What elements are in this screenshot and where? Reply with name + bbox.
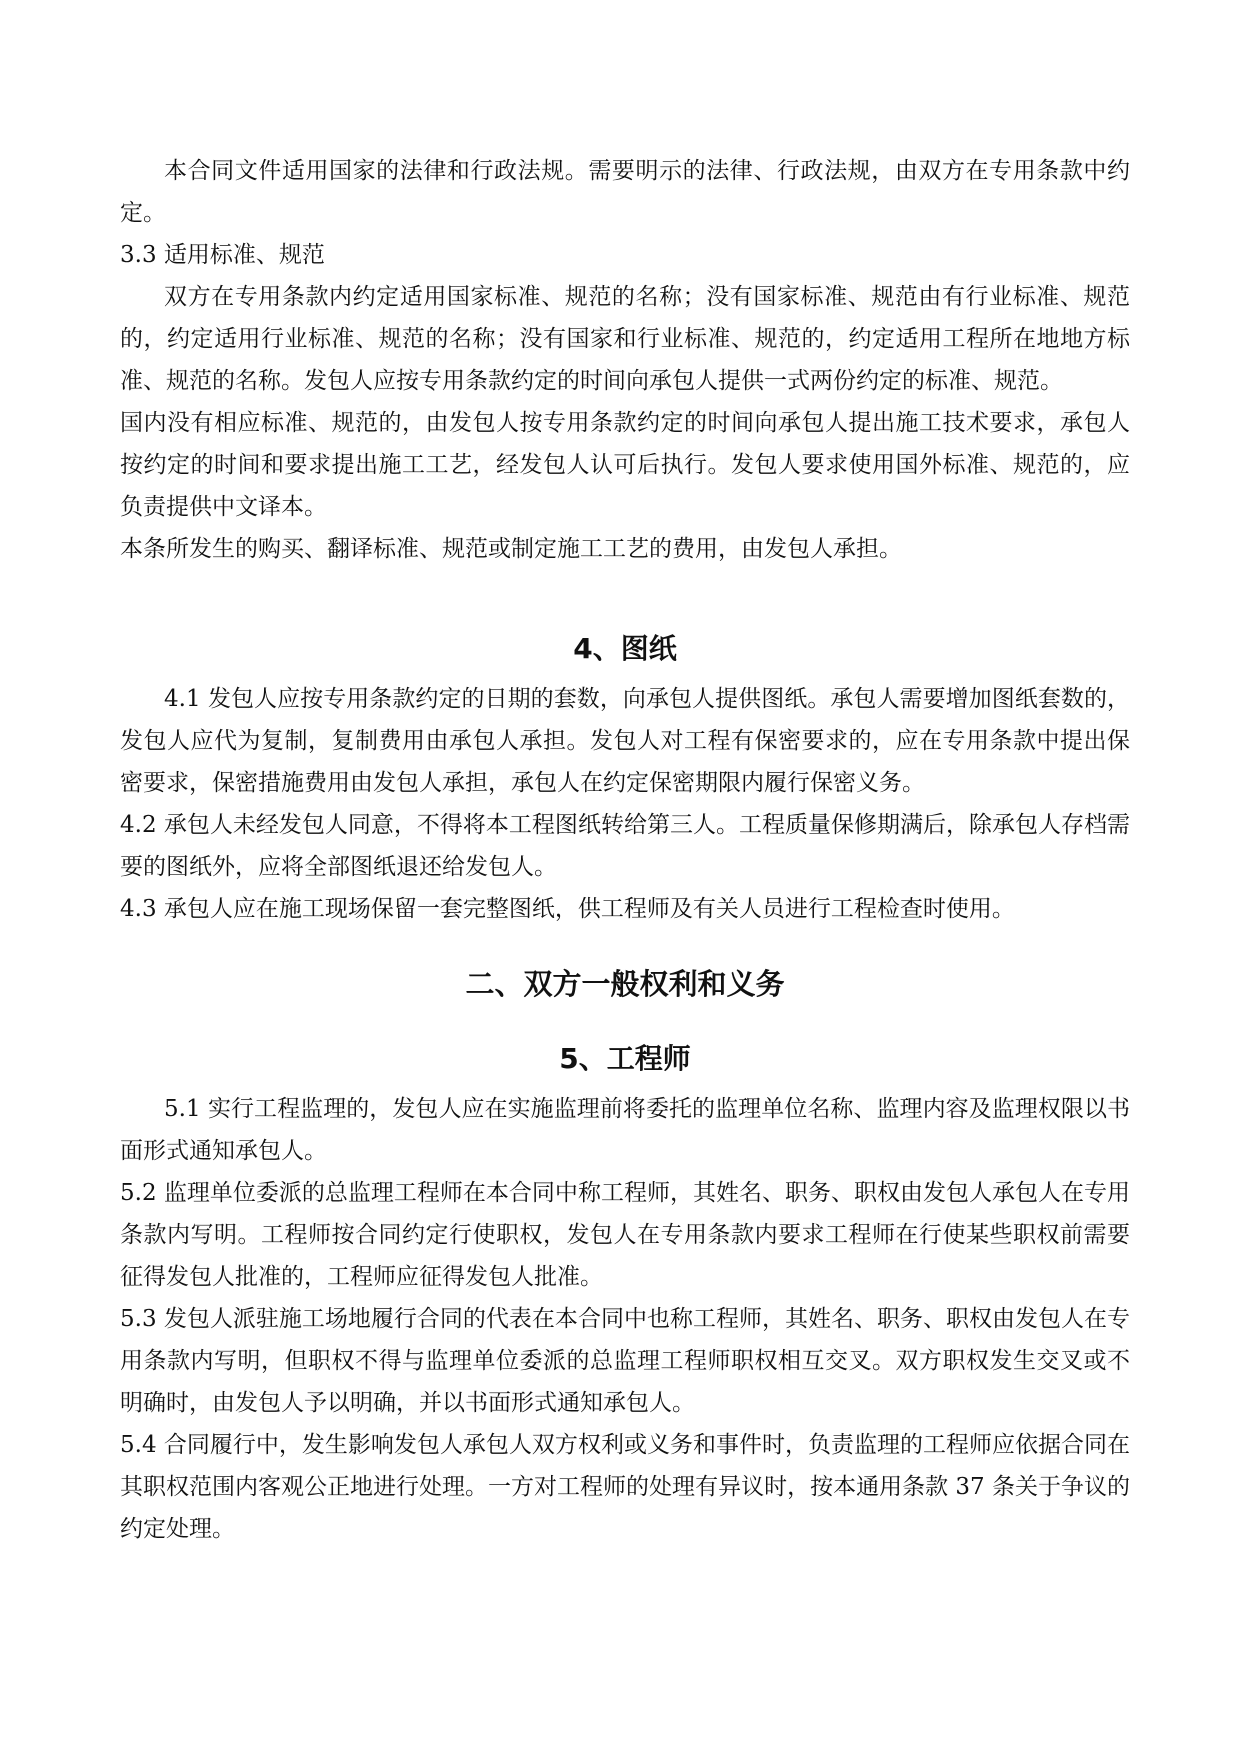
paragraph-4-3: 4.3 承包人应在施工现场保留一套完整图纸，供工程师及有关人员进行工程检查时使用。 xyxy=(120,896,1015,922)
paragraph-5-3: 5.3 发包人派驻施工场地履行合同的代表在本合同中也称工程师，其姓名、职务、职权由发包人在专用条款内写明，但职权不得与监理单位委派的总监理工程师职权相互交叉。双方职权发生交叉或不明确时，由发包人予以明确，并以书面形式通知承包人。 xyxy=(120,1306,1130,1416)
clause-heading-3-3: 3.3 适用标准、规范 xyxy=(120,242,325,268)
spacer xyxy=(120,930,1130,963)
paragraph-3-3-a: 双方在专用条款内约定适用国家标准、规范的名称；没有国家标准、规范由有行业标准、规范的，约定适用行业标准、规范的名称；没有国家和行业标准、规范的，约定适用工程所在地地方标准、规范的名称。发包人应按专用条款约定的时间向承包人提供一式两份约定的标准、规范。 xyxy=(120,284,1130,394)
spacer xyxy=(120,570,1130,628)
paragraph-5-2: 5.2 监理单位委派的总监理工程师在本合同中称工程师，其姓名、职务、职权由发包人承包人在专用条款内写明。工程师按合同约定行使职权，发包人在专用条款内要求工程师在行使某些职权前需要征得发包人批准的，工程师应征得发包人批准。 xyxy=(120,1180,1130,1290)
paragraph-5-4: 5.4 合同履行中，发生影响发包人承包人双方权利或义务和事件时，负责监理的工程师应依据合同在其职权范围内客观公正地进行处理。一方对工程师的处理有异议时，按本通用条款 37 条关于争议的约定处理。 xyxy=(120,1432,1130,1542)
spacer xyxy=(120,670,1130,678)
spacer xyxy=(120,1005,1130,1038)
section-heading-4: 4、图纸 xyxy=(573,632,677,665)
spacer xyxy=(120,1080,1130,1088)
paragraph-4-2: 4.2 承包人未经发包人同意，不得将本工程图纸转给第三人。工程质量保修期满后，除承包人存档需要的图纸外，应将全部图纸退还给发包人。 xyxy=(120,812,1130,880)
paragraph-3-3-b: 国内没有相应标准、规范的，由发包人按专用条款约定的时间向承包人提出施工技术要求，承包人按约定的时间和要求提出施工工艺，经发包人认可后执行。发包人要求使用国外标准、规范的，应负责提供中文译本。 xyxy=(120,410,1130,520)
paragraph-5-1: 5.1 实行工程监理的，发包人应在实施监理前将委托的监理单位名称、监理内容及监理权限以书面形式通知承包人。 xyxy=(120,1096,1130,1164)
document-page xyxy=(120,150,1130,1550)
paragraph-3-3-c: 本条所发生的购买、翻译标准、规范或制定施工工艺的费用，由发包人承担。 xyxy=(120,536,902,562)
section-heading-5: 5、工程师 xyxy=(559,1042,691,1075)
paragraph-4-1: 4.1 发包人应按专用条款约定的日期的套数，向承包人提供图纸。承包人需要增加图纸套数的，发包人应代为复制，复制费用由承包人承担。发包人对工程有保密要求的，应在专用条款中提出保密要求，保密措施费用由发包人承担，承包人在约定保密期限内履行保密义务。 xyxy=(120,686,1130,796)
part-heading-2: 二、双方一般权利和义务 xyxy=(465,967,785,1001)
paragraph-law: 本合同文件适用国家的法律和行政法规。需要明示的法律、行政法规，由双方在专用条款中约定。 xyxy=(120,158,1130,226)
